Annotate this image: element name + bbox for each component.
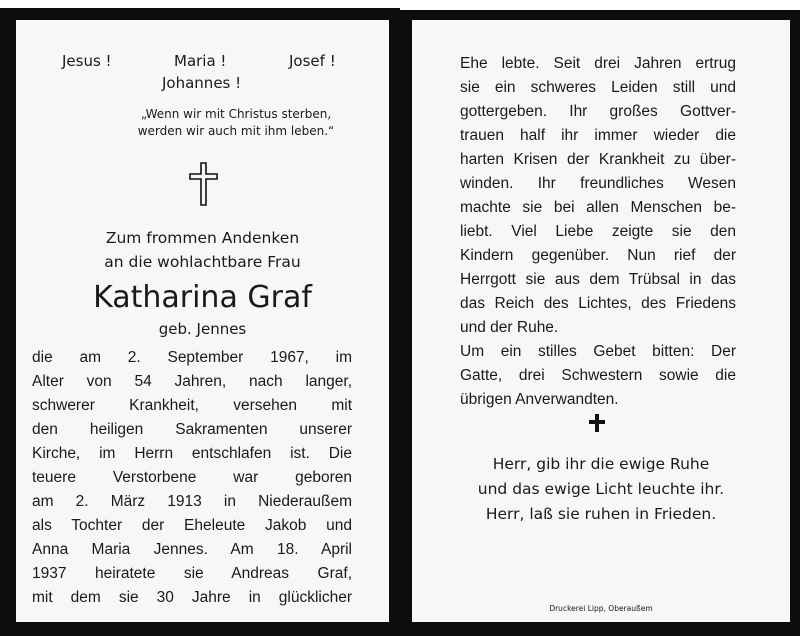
text-line: Herrgott sie aus dem Trübsal in das (460, 271, 736, 288)
text-line: und der Ruhe. (460, 319, 559, 336)
invocation-johannes: Johannes ! (162, 74, 242, 92)
invocation-josef: Josef ! (289, 52, 336, 70)
quote-line: werden wir auch mit ihm leben.“ (137, 124, 335, 138)
text-line: den heiligen Sakramenten unserer (32, 421, 352, 438)
text-line: machte sie bei allen Menschen be- (460, 199, 736, 216)
biography-part2 (460, 52, 736, 412)
prayer-line: Herr, laß sie ruhen in Frieden. (485, 505, 717, 523)
text-line: gottergeben. Ihr großes Gottver- (460, 103, 736, 120)
text-line: Gatte, drei Schwestern sowie die (460, 367, 736, 384)
invocation-maria: Maria ! (174, 52, 227, 70)
text-line: sie ein schweres Leiden still und (460, 79, 736, 96)
quote (116, 106, 356, 140)
text-line: winden. Ihr freundliches Wesen (460, 175, 736, 192)
text-line: die am 2. September 1967, im (32, 349, 352, 366)
printer-credit: Druckerei Lipp, Oberaußem (549, 604, 653, 613)
text-line: Ehe lebte. Seit drei Jahren ertrug (460, 55, 736, 72)
quote-line: „Wenn wir mit Christus sterben, (140, 107, 332, 121)
text-line: harten Krisen der Krankheit zu über- (460, 151, 736, 168)
text-line: als Tochter der Eheleute Jakob und (32, 517, 352, 534)
text-line: liebt. Viel Liebe zeigte sie den (460, 223, 736, 240)
text-line: übrigen Anverwandten. (460, 391, 619, 408)
text-line: schwerer Krankheit, versehen mit (32, 397, 352, 414)
cross-icon (189, 162, 219, 206)
memorial-card-front (16, 20, 389, 622)
text-line: trauen half ihr immer wieder die (460, 127, 736, 144)
prayer (412, 452, 790, 527)
text-line: mit dem sie 30 Jahre in glücklicher (32, 589, 352, 606)
intro (16, 226, 389, 274)
deceased-name: Katharina Graf (93, 280, 312, 315)
biography-part1 (32, 346, 352, 610)
maiden-name: geb. Jennes (158, 320, 247, 338)
text-line: am 2. März 1913 in Niederaußem (32, 493, 352, 510)
prayer-line: Herr, gib ihr die ewige Ruhe (492, 455, 710, 473)
text-line: Anna Maria Jennes. Am 18. April (32, 541, 352, 558)
intro-line: Zum frommen Andenken (105, 229, 300, 247)
intro-line: an die wohlachtbare Frau (104, 253, 301, 271)
text-line: das Reich des Lichtes, des Friedens (460, 295, 736, 312)
small-cross-icon (589, 414, 605, 432)
text-line: Kindern gegenüber. Nun rief der (460, 247, 736, 264)
memorial-card-back (412, 20, 790, 622)
prayer-line: und das ewige Licht leuchte ihr. (477, 480, 725, 498)
text-line: Um ein stilles Gebet bitten: Der (460, 343, 736, 360)
text-line: Kirche, im Herrn entschlafen ist. Die (32, 445, 352, 462)
text-line: Alter von 54 Jahren, nach langer, (32, 373, 352, 390)
text-line: 1937 heiratete sie Andreas Graf, (32, 565, 352, 582)
text-line: teuere Verstorbene war geboren (32, 469, 352, 486)
invocation-jesus: Jesus ! (62, 52, 112, 70)
